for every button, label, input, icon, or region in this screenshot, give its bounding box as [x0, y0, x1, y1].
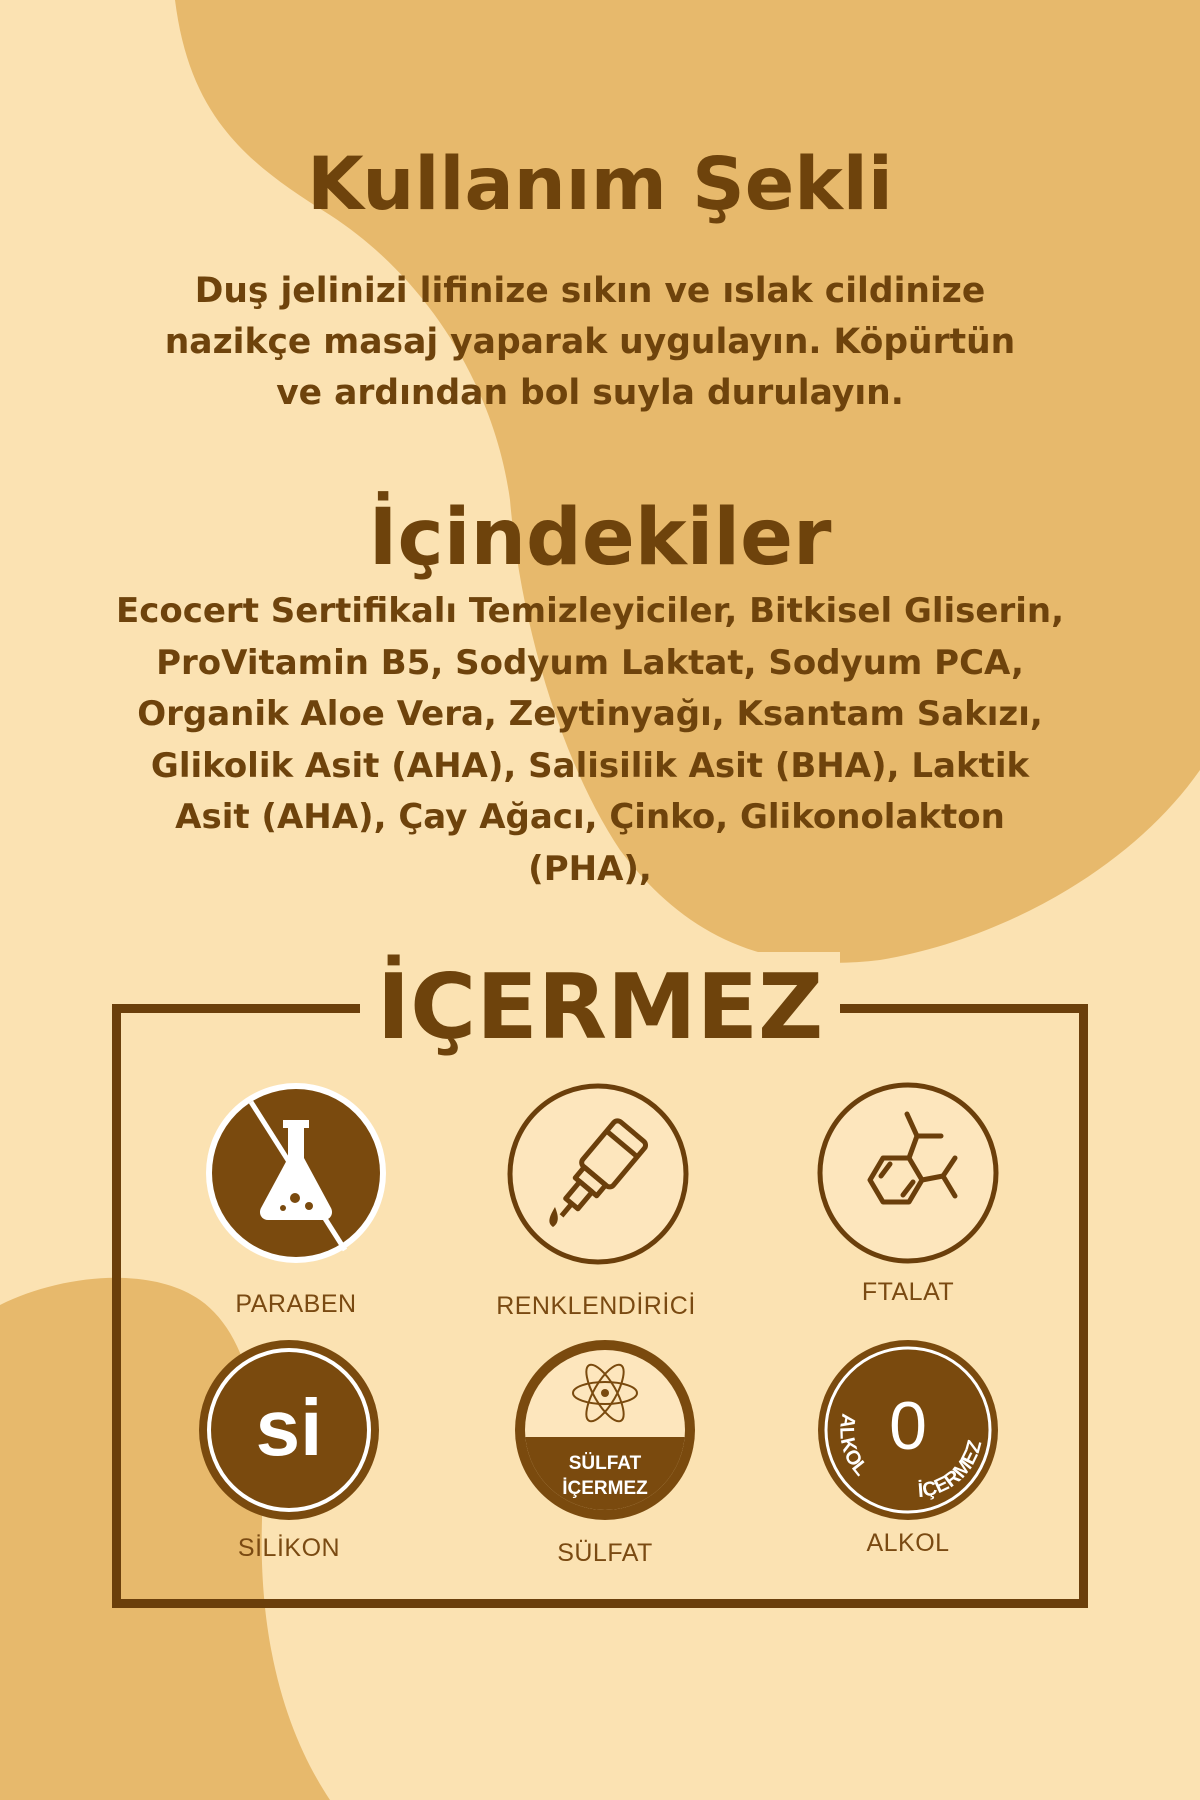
ingredients-list: Ecocert Sertifikalı Temizleyiciler, Bitkisel Gliserin, ProVitamin B5, Sodyum Laktat, Sodyum PCA, Organik Aloe Vera, Zeytinyağı, Ksantam Sakızı, Glikolik Asit (AHA), Salisilik Asit (BHA), Laktik Asit (AHA), Çay Ağacı, Çinko, Glikonolakton (PHA), [115, 591, 1065, 889]
sulfate-badge-line2: İÇERMEZ [562, 1478, 648, 1499]
alcohol-badge [815, 1337, 1001, 1523]
phthalate-badge [815, 1080, 1001, 1266]
sulfate-free-atom-icon [512, 1337, 698, 1523]
phthalate-label: FTALAT [861, 1278, 955, 1306]
sulfate-label: SÜLFAT [557, 1539, 653, 1567]
free-from-title: İÇERMEZ [360, 952, 840, 1064]
silicone-label: SİLİKON [237, 1534, 341, 1562]
dropper-bottle-icon [505, 1081, 691, 1267]
alcohol-free-zero-icon [815, 1337, 1001, 1523]
paraben-badge [203, 1080, 389, 1266]
sulfate-badge-line1: SÜLFAT [568, 1453, 642, 1474]
colorant-badge [505, 1081, 691, 1267]
alcohol-badge-arc-left: ALKOL [835, 1411, 873, 1481]
alcohol-badge-number: 0 [889, 1388, 927, 1464]
usage-title: Kullanım Şekli [307, 142, 893, 227]
silicone-badge-text: si [255, 1383, 323, 1472]
silicone-si-icon [196, 1337, 382, 1523]
ingredients-title: İçindekiler [368, 493, 832, 583]
alcohol-label: ALKOL [866, 1529, 950, 1557]
usage-instructions: Duş jelinizi lifinize sıkın ve ıslak cildinize nazikçe masaj yaparak uygulayın. Köpürtün ve ardından bol suyla durulayın. [164, 271, 1016, 413]
paraben-flask-crossed-icon [203, 1080, 389, 1266]
benzene-molecule-icon [815, 1080, 1001, 1266]
colorant-label: RENKLENDİRİCİ [496, 1292, 696, 1320]
paraben-label: PARABEN [235, 1290, 357, 1318]
sulfate-badge [512, 1337, 698, 1523]
silicone-badge [196, 1337, 382, 1523]
alcohol-badge-arc-right: İÇERMEZ [917, 1437, 987, 1503]
